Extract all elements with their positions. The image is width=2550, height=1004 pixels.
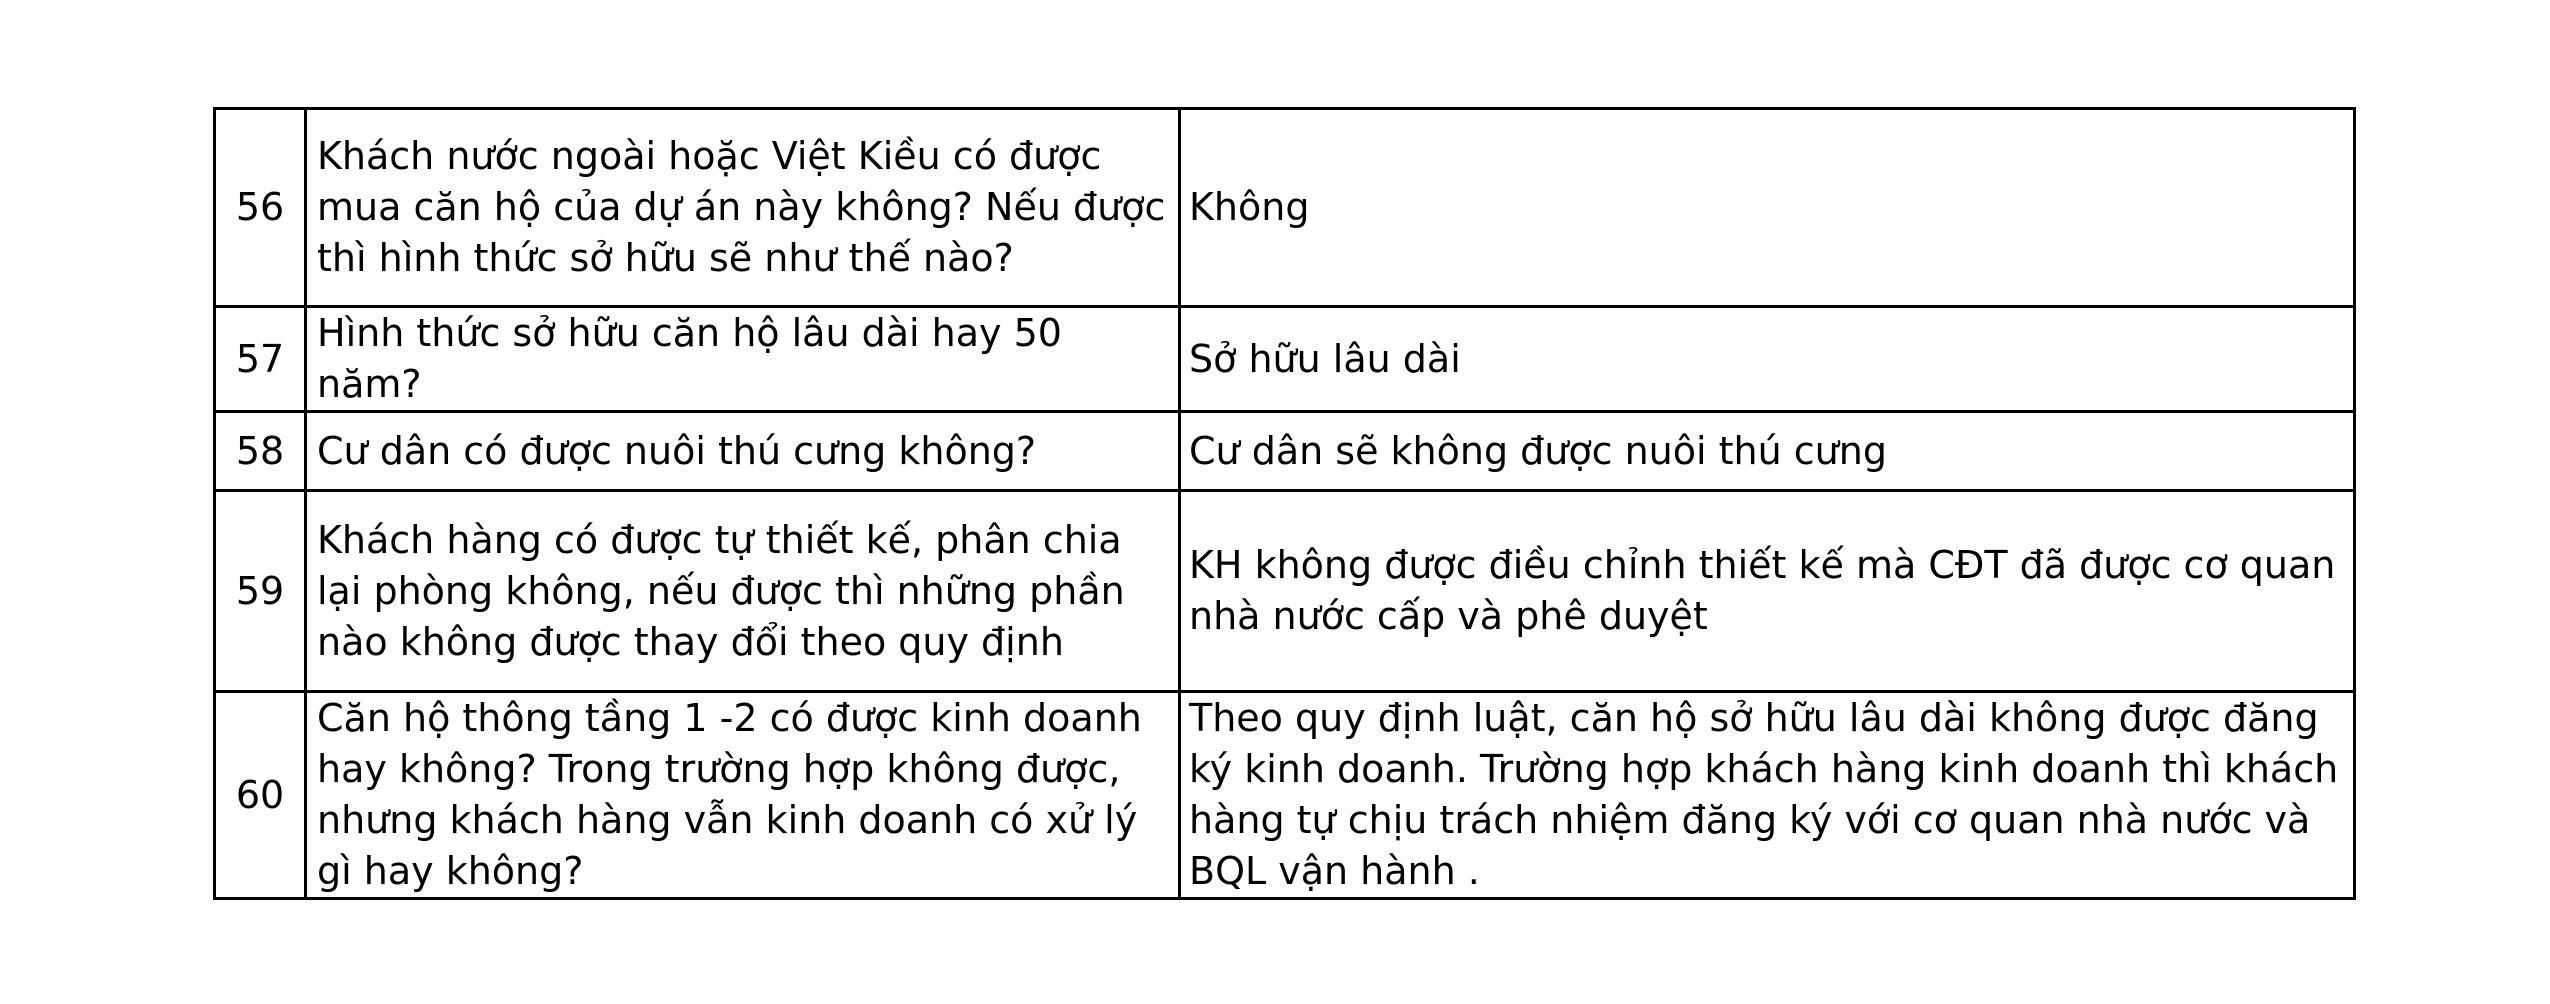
row-number: 56 [215, 109, 306, 307]
answer-cell: Theo quy định luật, căn hộ sở hữu lâu dài không được đăng ký kinh doanh. Trường hợp khách hàng kinh doanh thì khách hàng tự chịu trách nhiệm đăng ký với cơ quan nhà nước và BQL vận hành . [1180, 692, 2355, 899]
table-row [215, 109, 2355, 307]
table-row [215, 307, 2355, 412]
row-number: 58 [215, 412, 306, 491]
question-cell: Khách hàng có được tự thiết kế, phân chia lại phòng không, nếu được thì những phần nào không được thay đổi theo quy định [306, 491, 1180, 692]
answer-cell: Không [1180, 109, 2355, 307]
question-cell: Hình thức sở hữu căn hộ lâu dài hay 50 năm? [306, 307, 1180, 412]
table-row [215, 491, 2355, 692]
question-cell: Cư dân có được nuôi thú cưng không? [306, 412, 1180, 491]
answer-cell: Cư dân sẽ không được nuôi thú cưng [1180, 412, 2355, 491]
answer-cell: KH không được điều chỉnh thiết kế mà CĐT đã được cơ quan nhà nước cấp và phê duyệt [1180, 491, 2355, 692]
answer-cell: Sở hữu lâu dài [1180, 307, 2355, 412]
row-number: 57 [215, 307, 306, 412]
table-row [215, 692, 2355, 899]
question-cell: Khách nước ngoài hoặc Việt Kiều có được mua căn hộ của dự án này không? Nếu được thì hình thức sở hữu sẽ như thế nào? [306, 109, 1180, 307]
row-number: 60 [215, 692, 306, 899]
question-cell: Căn hộ thông tầng 1 -2 có được kinh doanh hay không? Trong trường hợp không được, nhưng khách hàng vẫn kinh doanh có xử lý gì hay không? [306, 692, 1180, 899]
table-row [215, 412, 2355, 491]
faq-table [213, 107, 2356, 900]
row-number: 59 [215, 491, 306, 692]
